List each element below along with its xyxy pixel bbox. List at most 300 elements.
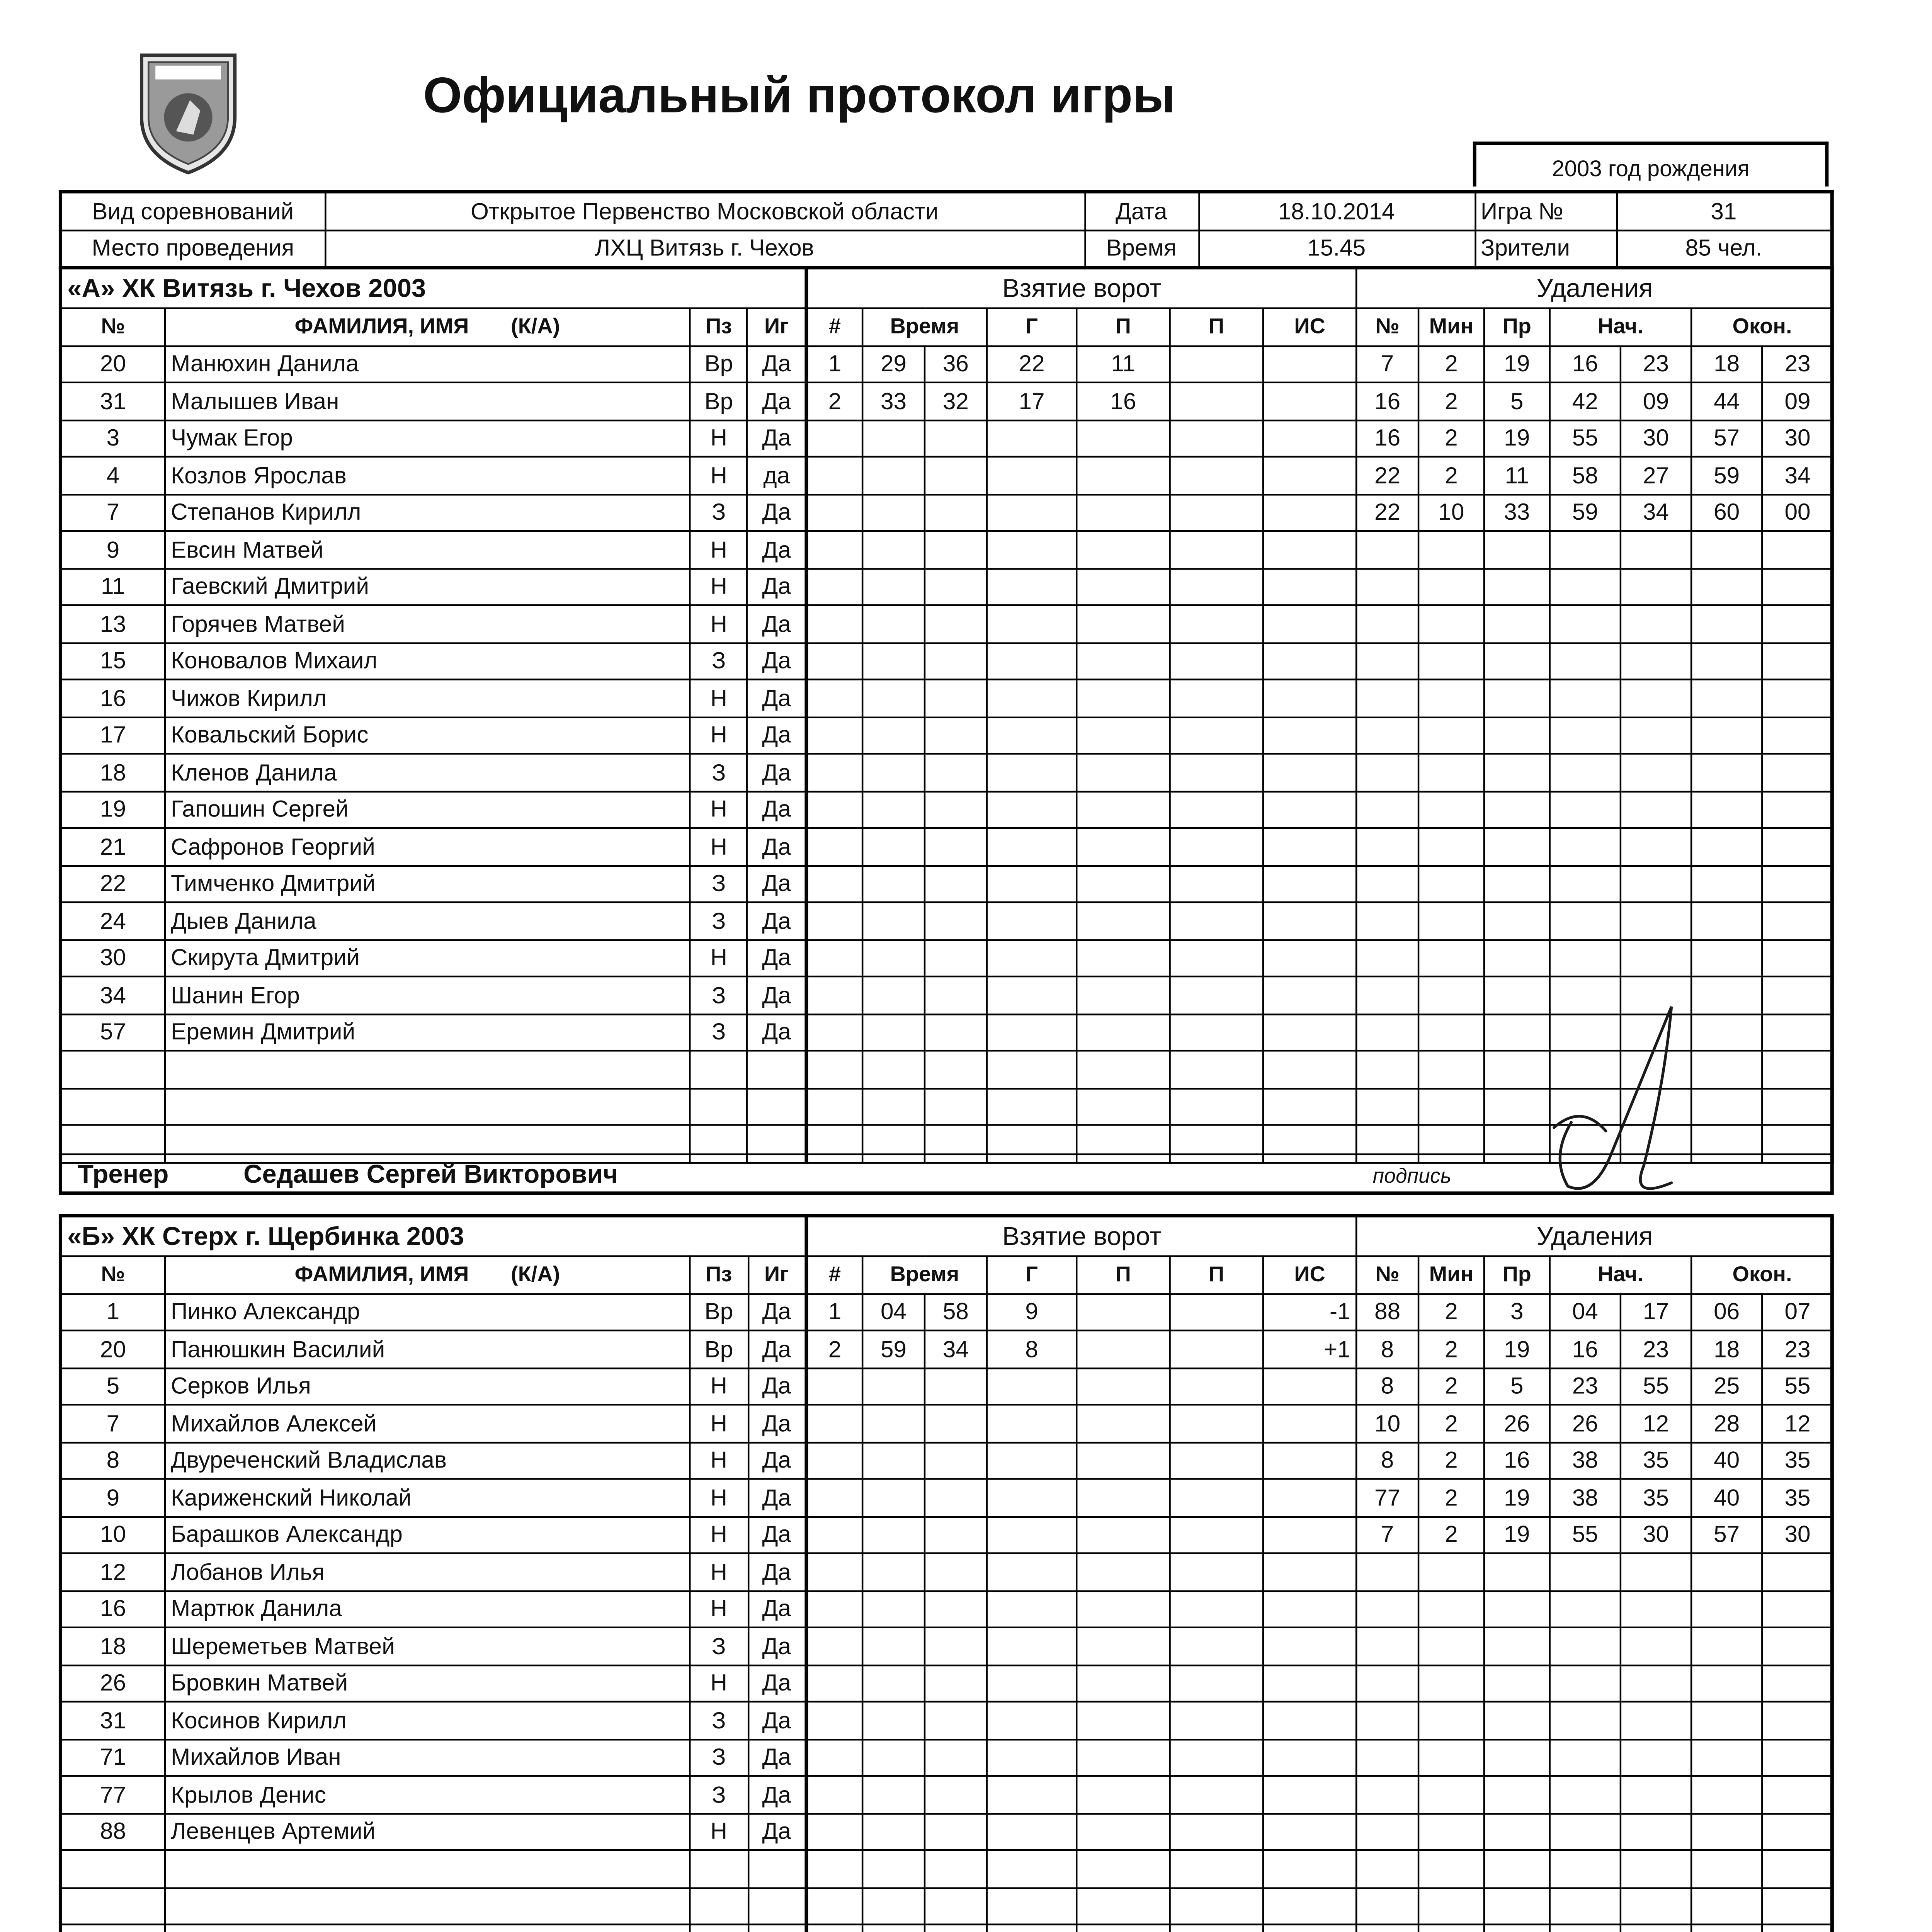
- pen-col-minutes: Мин: [1418, 308, 1484, 345]
- goal-assist-1: [1077, 939, 1170, 976]
- penalty-row: [1356, 1590, 1833, 1628]
- player-played: Да: [748, 754, 806, 791]
- penalty-start-sec: [1621, 1887, 1691, 1924]
- penalty-row: [1356, 1924, 1833, 1932]
- goal-scorer: [987, 1924, 1077, 1932]
- goal-scorer: [987, 1590, 1077, 1628]
- penalty-end-min: [1691, 605, 1762, 642]
- player-name: Левенцев Артемий: [165, 1813, 690, 1850]
- penalty-player: 8: [1356, 1367, 1418, 1405]
- goal-minute: [862, 679, 925, 716]
- goal-second: [925, 828, 987, 865]
- goal-assist-2: [1170, 754, 1263, 791]
- goal-situation: [1263, 420, 1357, 457]
- goal-row: [807, 1088, 1356, 1125]
- player-name: Барашков Александр: [165, 1516, 690, 1553]
- player-position: З: [690, 1628, 748, 1665]
- penalty-end-sec: [1762, 1628, 1833, 1665]
- penalty-row: [1356, 494, 1833, 531]
- penalty-player: [1356, 1665, 1418, 1702]
- league-logo: [131, 41, 245, 176]
- goal-situation: [1263, 1776, 1357, 1813]
- goal-minute: 33: [862, 383, 925, 420]
- team-a-signature-label: подпись: [1372, 1163, 1451, 1188]
- penalty-minutes: [1418, 902, 1484, 939]
- goal-situation: [1263, 939, 1357, 976]
- player-name: Евсин Матвей: [165, 531, 690, 568]
- goal-assist-2: [1170, 568, 1263, 605]
- goal-second: [925, 1014, 987, 1051]
- penalty-reason: [1484, 1887, 1550, 1924]
- penalty-player: [1356, 1776, 1418, 1813]
- player-row: [61, 1813, 806, 1850]
- goal-minute: [862, 717, 925, 754]
- goal-situation: [1263, 865, 1357, 902]
- goal-number: [807, 1553, 862, 1590]
- penalty-start-min: 55: [1550, 1516, 1621, 1553]
- header-table: [59, 190, 1834, 270]
- goal-row: [807, 494, 1356, 531]
- spectators-label: Зрители: [1475, 230, 1616, 267]
- goal-scorer: [987, 1088, 1077, 1125]
- penalty-end-sec: 35: [1762, 1479, 1833, 1516]
- penalty-end-sec: 12: [1762, 1405, 1833, 1442]
- penalty-player: [1356, 1850, 1418, 1887]
- penalty-minutes: 2: [1418, 1293, 1484, 1330]
- goal-number: [807, 1665, 862, 1702]
- player-name: Шанин Егор: [165, 976, 690, 1014]
- goal-second: [925, 1924, 987, 1932]
- player-number: 21: [61, 828, 165, 865]
- player-row: [61, 1628, 806, 1665]
- goal-scorer: [987, 1813, 1077, 1850]
- goal-assist-1: [1077, 1887, 1170, 1924]
- goal-scorer: [987, 976, 1077, 1014]
- player-name: Тимченко Дмитрий: [165, 865, 690, 902]
- player-number: 8: [61, 1442, 165, 1479]
- player-played: Да: [748, 1553, 806, 1590]
- penalty-reason: 5: [1484, 1367, 1550, 1405]
- goal-minute: 59: [862, 1330, 925, 1367]
- competition-value: Открытое Первенство Московской области: [325, 192, 1084, 230]
- player-row: [61, 865, 806, 902]
- player-position: З: [690, 865, 748, 902]
- goal-assist-2: [1170, 1405, 1263, 1442]
- penalty-player: 16: [1356, 383, 1418, 420]
- goal-assist-1: [1077, 1924, 1170, 1932]
- goal-second: [925, 1405, 987, 1442]
- goal-col-time: Время: [862, 308, 987, 345]
- player-name: Коновалов Михаил: [165, 642, 690, 679]
- penalty-start-min: [1550, 605, 1621, 642]
- penalty-minutes: [1418, 1850, 1484, 1887]
- penalty-start-sec: [1621, 791, 1691, 828]
- goal-scorer: [987, 754, 1077, 791]
- goal-row: [807, 1887, 1356, 1924]
- penalty-player: 7: [1356, 1516, 1418, 1553]
- player-number: [61, 1088, 165, 1125]
- penalty-reason: [1484, 1850, 1550, 1887]
- goal-assist-1: [1077, 1330, 1170, 1367]
- goal-second: 32: [925, 383, 987, 420]
- penalty-reason: 11: [1484, 457, 1550, 494]
- penalty-player: 88: [1356, 1293, 1418, 1330]
- goal-assist-2: [1170, 1628, 1263, 1665]
- goal-scorer: [987, 1887, 1077, 1924]
- penalty-player: [1356, 828, 1418, 865]
- goal-row: [807, 1739, 1356, 1776]
- goal-assist-1: 11: [1077, 345, 1170, 383]
- goal-assist-2: [1170, 976, 1263, 1014]
- player-played: Да: [748, 679, 806, 716]
- penalty-row: [1356, 939, 1833, 976]
- goal-assist-1: [1077, 1479, 1170, 1516]
- penalty-minutes: 2: [1418, 1330, 1484, 1367]
- goal-second: [925, 494, 987, 531]
- player-row: [61, 976, 806, 1014]
- penalty-end-sec: [1762, 1813, 1833, 1850]
- penalty-minutes: 2: [1418, 345, 1484, 383]
- goal-second: [925, 865, 987, 902]
- penalty-end-min: [1691, 865, 1762, 902]
- penalty-minutes: 2: [1418, 1405, 1484, 1442]
- goal-second: [925, 1442, 987, 1479]
- goal-row: [807, 1479, 1356, 1516]
- goal-minute: [862, 1405, 925, 1442]
- goal-situation: [1263, 791, 1357, 828]
- penalty-player: [1356, 1813, 1418, 1850]
- penalty-end-min: [1691, 754, 1762, 791]
- goal-assist-2: [1170, 902, 1263, 939]
- goal-second: [925, 1553, 987, 1590]
- goal-second: [925, 420, 987, 457]
- player-position: З: [690, 1776, 748, 1813]
- goal-scorer: [987, 828, 1077, 865]
- penalty-start-sec: 27: [1621, 457, 1691, 494]
- goal-assist-2: [1170, 345, 1263, 383]
- penalty-reason: 5: [1484, 383, 1550, 420]
- player-name: Ковальский Борис: [165, 717, 690, 754]
- goal-assist-1: [1077, 791, 1170, 828]
- penalty-reason: [1484, 679, 1550, 716]
- penalty-end-min: [1691, 1813, 1762, 1850]
- goal-second: [925, 939, 987, 976]
- penalty-row: [1356, 1330, 1833, 1367]
- goal-assist-1: [1077, 1516, 1170, 1553]
- goal-col-assist-1: П: [1077, 1256, 1170, 1293]
- penalty-player: [1356, 1739, 1418, 1776]
- penalty-player: 16: [1356, 420, 1418, 457]
- penalty-minutes: [1418, 1702, 1484, 1739]
- penalty-player: [1356, 1051, 1418, 1088]
- goal-minute: [862, 1887, 925, 1924]
- penalty-player: [1356, 642, 1418, 679]
- penalty-end-min: [1691, 568, 1762, 605]
- goal-assist-1: [1077, 494, 1170, 531]
- team-b-roster: [60, 1216, 806, 1932]
- player-played: Да: [748, 791, 806, 828]
- penalty-minutes: [1418, 1739, 1484, 1776]
- player-played: Да: [748, 717, 806, 754]
- goal-number: [807, 1776, 862, 1813]
- penalty-start-sec: 35: [1621, 1479, 1691, 1516]
- penalty-reason: [1484, 717, 1550, 754]
- penalty-end-sec: [1762, 1051, 1833, 1088]
- penalty-end-min: [1691, 1553, 1762, 1590]
- player-name: Крылов Денис: [165, 1776, 690, 1813]
- goal-minute: [862, 1590, 925, 1628]
- goal-assist-2: [1170, 494, 1263, 531]
- penalty-start-sec: [1621, 939, 1691, 976]
- penalty-minutes: [1418, 791, 1484, 828]
- penalty-player: [1356, 791, 1418, 828]
- goal-situation: [1263, 1665, 1357, 1702]
- penalty-minutes: [1418, 1553, 1484, 1590]
- player-position: Н: [690, 1405, 748, 1442]
- goal-minute: [862, 1442, 925, 1479]
- goal-situation: [1263, 457, 1357, 494]
- col-played: Иг: [748, 1256, 806, 1293]
- goal-assist-2: [1170, 1665, 1263, 1702]
- goal-second: [925, 1088, 987, 1125]
- penalty-row: [1356, 791, 1833, 828]
- penalty-reason: [1484, 828, 1550, 865]
- penalty-end-sec: [1762, 1702, 1833, 1739]
- player-row: [61, 345, 806, 383]
- goal-assist-2: [1170, 1590, 1263, 1628]
- goal-assist-1: [1077, 1442, 1170, 1479]
- goal-assist-1: [1077, 568, 1170, 605]
- goal-assist-1: [1077, 976, 1170, 1014]
- player-row: [61, 1516, 806, 1553]
- penalty-end-min: [1691, 828, 1762, 865]
- goal-assist-2: [1170, 1367, 1263, 1405]
- penalty-start-sec: [1621, 828, 1691, 865]
- player-played: Да: [748, 1014, 806, 1051]
- goal-number: 1: [807, 1293, 862, 1330]
- player-name: Косинов Кирилл: [165, 1702, 690, 1739]
- penalty-minutes: 10: [1418, 494, 1484, 531]
- player-name: Гаевский Дмитрий: [165, 568, 690, 605]
- penalty-player: [1356, 568, 1418, 605]
- penalty-end-sec: [1762, 939, 1833, 976]
- goal-number: [807, 420, 862, 457]
- penalty-start-sec: 12: [1621, 1405, 1691, 1442]
- penalty-minutes: 2: [1418, 383, 1484, 420]
- goal-scorer: [987, 1776, 1077, 1813]
- penalty-start-min: 38: [1550, 1479, 1621, 1516]
- goal-number: [807, 791, 862, 828]
- goal-minute: [862, 1628, 925, 1665]
- page-title: Официальный протокол игры: [423, 69, 1175, 124]
- penalty-row: [1356, 1776, 1833, 1813]
- penalty-start-sec: [1621, 1665, 1691, 1702]
- player-position: [690, 1924, 748, 1932]
- penalty-row: [1356, 1665, 1833, 1702]
- player-row: [61, 1665, 806, 1702]
- goal-assist-2: [1170, 457, 1263, 494]
- pen-col-start: Нач.: [1550, 1256, 1691, 1293]
- goal-number: [807, 1887, 862, 1924]
- penalty-start-min: [1550, 791, 1621, 828]
- game-number-value: 31: [1616, 192, 1832, 230]
- player-played: Да: [748, 568, 806, 605]
- goal-row: [807, 1813, 1356, 1850]
- player-row: [61, 1330, 806, 1367]
- col-number: №: [61, 308, 165, 345]
- player-position: Н: [690, 1553, 748, 1590]
- penalty-end-min: [1691, 1887, 1762, 1924]
- goal-scorer: [987, 531, 1077, 568]
- penalty-end-sec: [1762, 865, 1833, 902]
- player-number: 22: [61, 865, 165, 902]
- goal-row: [807, 1014, 1356, 1051]
- goal-second: [925, 531, 987, 568]
- spectators-value: 85 чел.: [1616, 230, 1832, 267]
- penalty-reason: 19: [1484, 420, 1550, 457]
- team-b-penalties-wrap: [1355, 1216, 1834, 1932]
- penalty-minutes: [1418, 568, 1484, 605]
- penalty-start-min: 04: [1550, 1293, 1621, 1330]
- penalty-player: 22: [1356, 457, 1418, 494]
- penalty-end-sec: 35: [1762, 1442, 1833, 1479]
- penalty-end-sec: [1762, 531, 1833, 568]
- goal-assist-2: [1170, 1776, 1263, 1813]
- penalty-end-sec: 09: [1762, 383, 1833, 420]
- penalty-start-min: [1550, 865, 1621, 902]
- penalty-end-min: [1691, 642, 1762, 679]
- goal-assist-2: [1170, 1330, 1263, 1367]
- player-played: Да: [748, 420, 806, 457]
- team-a-coach-name: Седашев Сергей Викторович: [243, 1160, 618, 1190]
- player-played: Да: [748, 902, 806, 939]
- goal-row: [807, 976, 1356, 1014]
- penalty-player: [1356, 865, 1418, 902]
- penalty-start-min: [1550, 717, 1621, 754]
- player-name: Сафронов Георгий: [165, 828, 690, 865]
- penalty-minutes: [1418, 865, 1484, 902]
- player-row: [61, 1367, 806, 1405]
- goal-assist-2: [1170, 1088, 1263, 1125]
- player-position: Н: [690, 1813, 748, 1850]
- penalty-player: [1356, 1924, 1418, 1932]
- penalty-end-min: 57: [1691, 1516, 1762, 1553]
- penalty-end-sec: [1762, 976, 1833, 1014]
- goal-minute: [862, 754, 925, 791]
- goal-row: [807, 1405, 1356, 1442]
- player-position: З: [690, 1702, 748, 1739]
- player-name: Скирута Дмитрий: [165, 939, 690, 976]
- penalty-end-sec: [1762, 1776, 1833, 1813]
- penalty-start-min: 16: [1550, 1330, 1621, 1367]
- player-number: 15: [61, 642, 165, 679]
- goal-assist-1: [1077, 1014, 1170, 1051]
- birth-year-box: [1473, 141, 1829, 186]
- player-played: [748, 1887, 806, 1924]
- player-played: Да: [748, 345, 806, 383]
- goal-row: [807, 605, 1356, 642]
- goal-second: [925, 976, 987, 1014]
- player-played: Да: [748, 976, 806, 1014]
- penalty-row: [1356, 679, 1833, 716]
- goal-row: [807, 1367, 1356, 1405]
- goal-col-scorer: Г: [987, 308, 1077, 345]
- penalty-start-min: [1550, 1813, 1621, 1850]
- goal-row: [807, 568, 1356, 605]
- penalty-row: [1356, 1442, 1833, 1479]
- penalty-start-sec: 17: [1621, 1293, 1691, 1330]
- goal-row: [807, 383, 1356, 420]
- penalty-end-sec: [1762, 1924, 1833, 1932]
- goal-assist-1: [1077, 457, 1170, 494]
- goal-minute: [862, 1479, 925, 1516]
- team-b-title: «Б» ХК Стерх г. Щербинка 2003: [61, 1216, 806, 1256]
- goal-row: [807, 902, 1356, 939]
- penalty-player: [1356, 679, 1418, 716]
- player-name: Кленов Данила: [165, 754, 690, 791]
- penalty-player: [1356, 605, 1418, 642]
- goal-row: [807, 1702, 1356, 1739]
- goal-second: [925, 1516, 987, 1553]
- goal-number: [807, 605, 862, 642]
- team-b-goals-wrap: [806, 1216, 1357, 1932]
- team-a-coach-label: Тренер: [78, 1160, 169, 1190]
- penalty-row: [1356, 1405, 1833, 1442]
- goal-assist-1: [1077, 865, 1170, 902]
- penalty-start-min: [1550, 1590, 1621, 1628]
- goal-assist-1: [1077, 1088, 1170, 1125]
- penalty-minutes: [1418, 828, 1484, 865]
- penalty-row: [1356, 1553, 1833, 1590]
- penalty-start-min: [1550, 1702, 1621, 1739]
- player-number: 26: [61, 1665, 165, 1702]
- goal-situation: [1263, 1924, 1357, 1932]
- penalty-end-min: [1691, 1850, 1762, 1887]
- goal-col-assist-2: П: [1170, 1256, 1263, 1293]
- penalty-reason: [1484, 1702, 1550, 1739]
- goal-minute: [862, 1553, 925, 1590]
- penalty-start-min: 26: [1550, 1405, 1621, 1442]
- team-b-roster-wrap: [60, 1216, 806, 1932]
- player-position: Н: [690, 828, 748, 865]
- player-name: [165, 1887, 690, 1924]
- player-row: [61, 717, 806, 754]
- goal-row: [807, 754, 1356, 791]
- birth-year-label: 2003 год рождения: [1552, 155, 1750, 182]
- goal-minute: [862, 420, 925, 457]
- goal-situation: [1263, 383, 1357, 420]
- penalty-start-min: 58: [1550, 457, 1621, 494]
- player-number: [61, 1887, 165, 1924]
- player-position: Вр: [690, 1330, 748, 1367]
- penalty-player: [1356, 1553, 1418, 1590]
- player-name: Чумак Егор: [165, 420, 690, 457]
- penalty-minutes: [1418, 1813, 1484, 1850]
- goal-minute: [862, 457, 925, 494]
- goal-second: 36: [925, 345, 987, 383]
- goal-minute: [862, 902, 925, 939]
- goal-minute: [862, 1665, 925, 1702]
- penalty-row: [1356, 1850, 1833, 1887]
- goal-row: [807, 531, 1356, 568]
- goal-situation: [1263, 605, 1357, 642]
- penalty-minutes: [1418, 1776, 1484, 1813]
- player-number: 34: [61, 976, 165, 1014]
- goal-minute: [862, 642, 925, 679]
- goal-minute: [862, 1051, 925, 1088]
- goal-row: [807, 1590, 1356, 1628]
- player-row: [61, 1051, 806, 1088]
